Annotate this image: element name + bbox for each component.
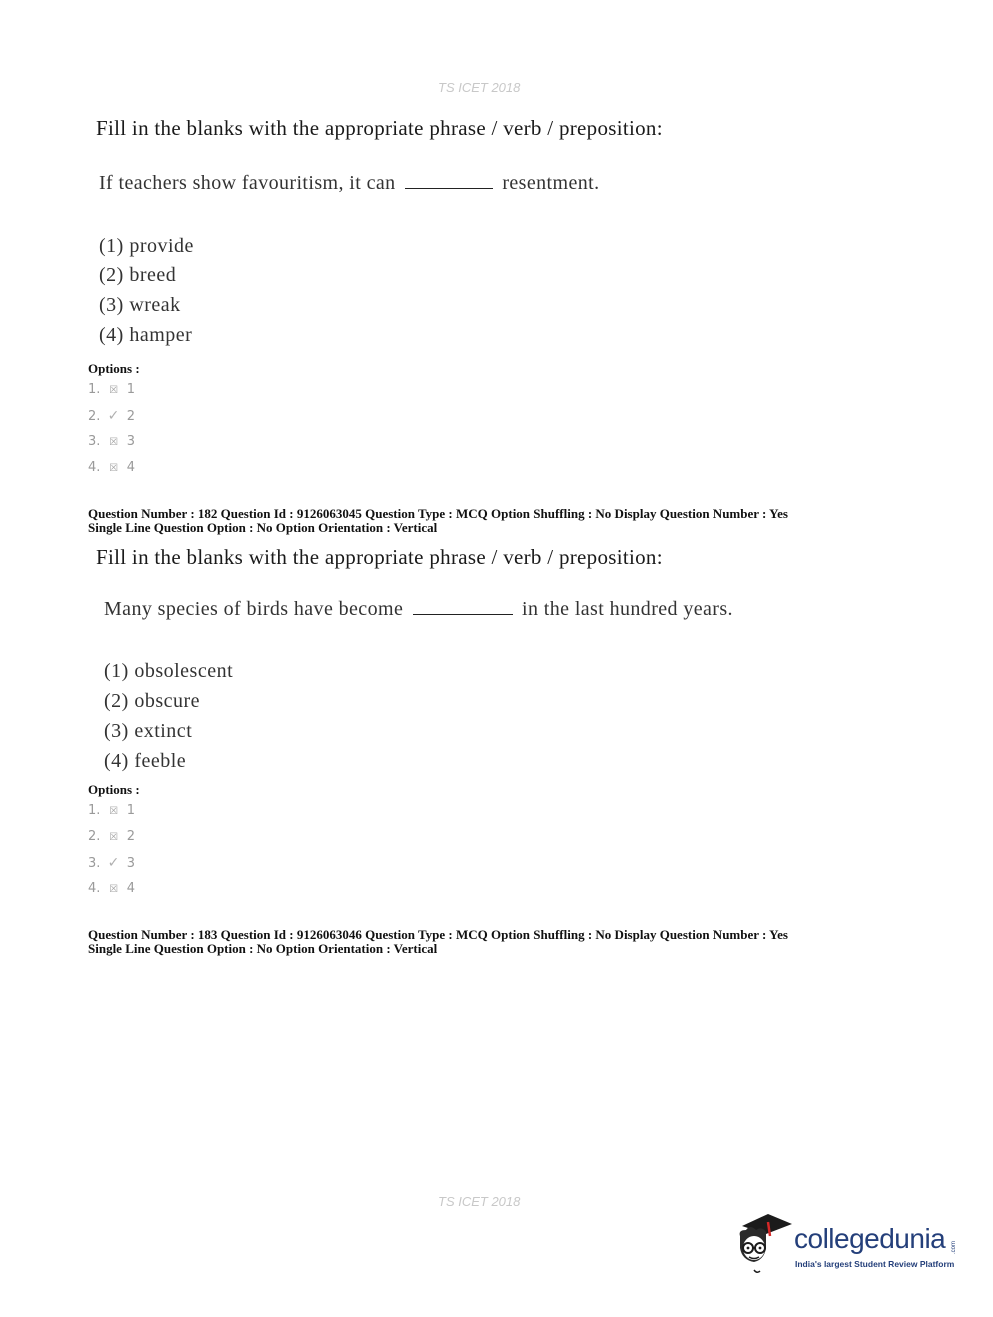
option-value: 2 [126, 409, 135, 424]
choice-1: (1) provide [99, 235, 194, 257]
sentence-before: If teachers show favouritism, it can [99, 172, 396, 194]
logo-tagline: India's largest Student Review Platform [795, 1259, 955, 1269]
collegedunia-logo[interactable] [734, 1210, 964, 1280]
option-row [88, 881, 135, 896]
option-value: 1 [126, 803, 135, 818]
choice-4: (4) hamper [99, 324, 193, 346]
meta-line-1: Question Number : 183 Question Id : 9126063046 Question Type : MCQ Option Shuffling : No Display Question Number : Yes [88, 927, 788, 942]
option-value: 4 [126, 881, 135, 896]
answer-blank [413, 596, 513, 615]
cross-icon: ☒ [109, 806, 119, 817]
option-number: 2. [88, 409, 101, 424]
question-sentence [104, 596, 733, 621]
sentence-after: in the last hundred years. [522, 598, 733, 620]
choice-4: (4) feeble [104, 750, 187, 772]
watermark-bottom: TS ICET 2018 [438, 1194, 521, 1209]
option-number: 1. [88, 803, 101, 818]
cross-icon: ☒ [109, 437, 119, 448]
choice-3: (3) wreak [99, 294, 181, 316]
question-heading: Fill in the blanks with the appropriate phrase / verb / preposition: [96, 116, 663, 140]
options-label: Options : [88, 782, 140, 797]
meta-line-2: Single Line Question Option : No Option Orientation : Vertical [88, 520, 438, 535]
cross-icon: ☒ [109, 385, 119, 396]
option-row [88, 829, 135, 844]
option-row [88, 855, 135, 871]
meta-line-2: Single Line Question Option : No Option Orientation : Vertical [88, 941, 438, 956]
options-label: Options : [88, 361, 140, 376]
choice-1: (1) obsolescent [104, 660, 234, 682]
option-row [88, 408, 135, 424]
cross-icon: ☒ [109, 463, 119, 474]
option-value: 3 [126, 856, 135, 871]
question-heading: Fill in the blanks with the appropriate phrase / verb / preposition: [96, 545, 663, 569]
option-number: 3. [88, 434, 101, 449]
cross-icon: ☒ [109, 884, 119, 895]
option-value: 3 [126, 434, 135, 449]
answer-blank [405, 170, 493, 189]
option-number: 4. [88, 881, 101, 896]
choice-3: (3) extinct [104, 720, 193, 742]
option-number: 4. [88, 460, 101, 475]
option-value: 4 [126, 460, 135, 475]
check-icon: ✓ [107, 855, 120, 871]
option-number: 3. [88, 856, 101, 871]
meta-line-1: Question Number : 182 Question Id : 9126063045 Question Type : MCQ Option Shuffling : No Display Question Number : Yes [88, 506, 788, 521]
option-row [88, 460, 135, 475]
logo-domain: .com [951, 1240, 957, 1254]
logo-wordmark: collegedunia [794, 1223, 946, 1254]
question-meta-183 [88, 928, 788, 956]
check-icon: ✓ [107, 408, 120, 424]
question-sentence [99, 170, 600, 195]
sentence-after: resentment. [502, 172, 600, 194]
option-row [88, 434, 135, 449]
option-row [88, 803, 135, 818]
option-number: 1. [88, 382, 101, 397]
mascot-icon [734, 1210, 794, 1280]
option-value: 1 [126, 382, 135, 397]
choice-2: (2) obscure [104, 690, 201, 712]
question-meta-182 [88, 507, 788, 535]
watermark-top: TS ICET 2018 [438, 80, 521, 95]
sentence-before: Many species of birds have become [104, 598, 404, 620]
option-number: 2. [88, 829, 101, 844]
option-value: 2 [126, 829, 135, 844]
cross-icon: ☒ [109, 832, 119, 843]
choice-2: (2) breed [99, 264, 177, 286]
option-row [88, 382, 135, 397]
